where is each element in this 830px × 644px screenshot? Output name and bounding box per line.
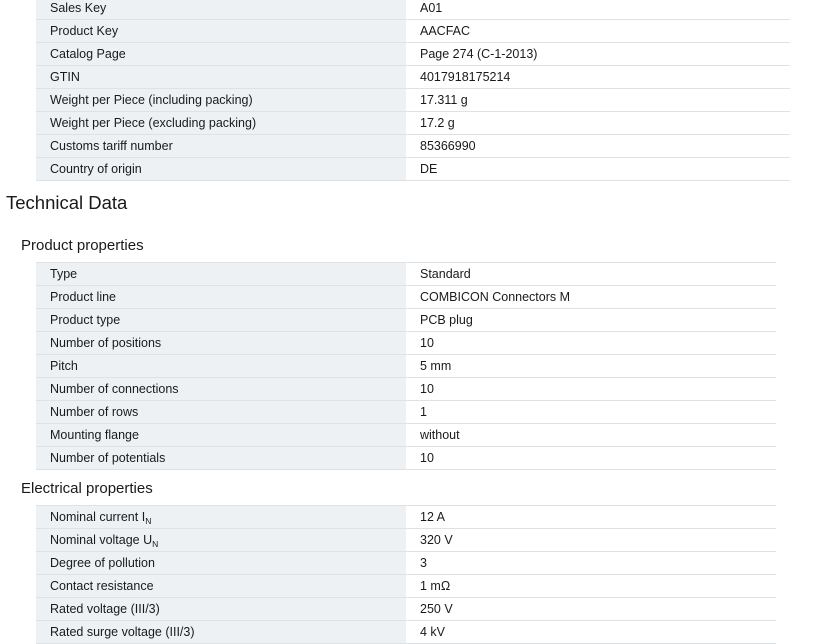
property-label: GTIN <box>36 66 406 89</box>
property-label: Number of rows <box>36 401 406 424</box>
subsection-title-product-properties: Product properties <box>21 237 144 254</box>
table-row <box>36 112 790 135</box>
property-label: Rated surge voltage (III/3) <box>36 621 406 644</box>
property-value: 12 A <box>406 506 776 529</box>
table-row <box>36 89 790 112</box>
property-value: AACFAC <box>406 20 790 43</box>
table-row <box>36 506 776 529</box>
section-title-technical-data: Technical Data <box>6 192 128 213</box>
table-row <box>36 575 776 598</box>
property-label: Product type <box>36 309 406 332</box>
property-label: Nominal voltage $U_N$ <box>36 529 406 552</box>
property-value: Page 274 (C-1-2013) <box>406 43 790 66</box>
table-row <box>36 401 776 424</box>
property-label: Sales Key <box>36 0 406 20</box>
property-label: Contact resistance <box>36 575 406 598</box>
property-value: 10 <box>406 447 776 470</box>
table-row <box>36 158 790 181</box>
electrical-properties-table <box>36 505 776 644</box>
property-label: Degree of pollution <box>36 552 406 575</box>
property-value: 4017918175214 <box>406 66 790 89</box>
property-label: Country of origin <box>36 158 406 181</box>
property-label: Nominal current $I_N$ <box>36 506 406 529</box>
property-value: Standard <box>406 263 776 286</box>
property-value: 1 <box>406 401 776 424</box>
property-label: Product Key <box>36 20 406 43</box>
table-row <box>36 263 776 286</box>
property-label: Weight per Piece (excluding packing) <box>36 112 406 135</box>
table-row <box>36 355 776 378</box>
product-properties-table <box>36 262 776 470</box>
property-label: Type <box>36 263 406 286</box>
property-value: 17.2 g <box>406 112 790 135</box>
table-row <box>36 424 776 447</box>
property-value: DE <box>406 158 790 181</box>
table-row <box>36 309 776 332</box>
property-label: Weight per Piece (including packing) <box>36 89 406 112</box>
property-label: Rated voltage (III/3) <box>36 598 406 621</box>
property-value: 17.311 g <box>406 89 790 112</box>
property-value: 5 mm <box>406 355 776 378</box>
table-row <box>36 0 790 20</box>
table-row <box>36 135 790 158</box>
table-row <box>36 66 790 89</box>
property-value: without <box>406 424 776 447</box>
property-value: 10 <box>406 332 776 355</box>
property-value: 10 <box>406 378 776 401</box>
table-row <box>36 43 790 66</box>
table-row <box>36 20 790 43</box>
table-row <box>36 598 776 621</box>
property-value: 3 <box>406 552 776 575</box>
table-row <box>36 447 776 470</box>
property-label: Mounting flange <box>36 424 406 447</box>
property-label: Product line <box>36 286 406 309</box>
table-row <box>36 529 776 552</box>
property-value: 250 V <box>406 598 776 621</box>
property-label: Catalog Page <box>36 43 406 66</box>
table-row <box>36 378 776 401</box>
subsection-title-electrical-properties: Electrical properties <box>21 480 153 497</box>
property-label: Pitch <box>36 355 406 378</box>
table-row <box>36 286 776 309</box>
property-value: COMBICON Connectors M <box>406 286 776 309</box>
property-value: A01 <box>406 0 790 20</box>
property-value: 320 V <box>406 529 776 552</box>
property-label: Number of positions <box>36 332 406 355</box>
property-value: 1 mΩ <box>406 575 776 598</box>
property-label: Number of potentials <box>36 447 406 470</box>
commercial-data-table <box>36 0 790 181</box>
property-label: Customs tariff number <box>36 135 406 158</box>
table-row <box>36 552 776 575</box>
property-label: Number of connections <box>36 378 406 401</box>
table-row <box>36 621 776 644</box>
table-row <box>36 332 776 355</box>
property-value: PCB plug <box>406 309 776 332</box>
property-value: 85366990 <box>406 135 790 158</box>
property-value: 4 kV <box>406 621 776 644</box>
